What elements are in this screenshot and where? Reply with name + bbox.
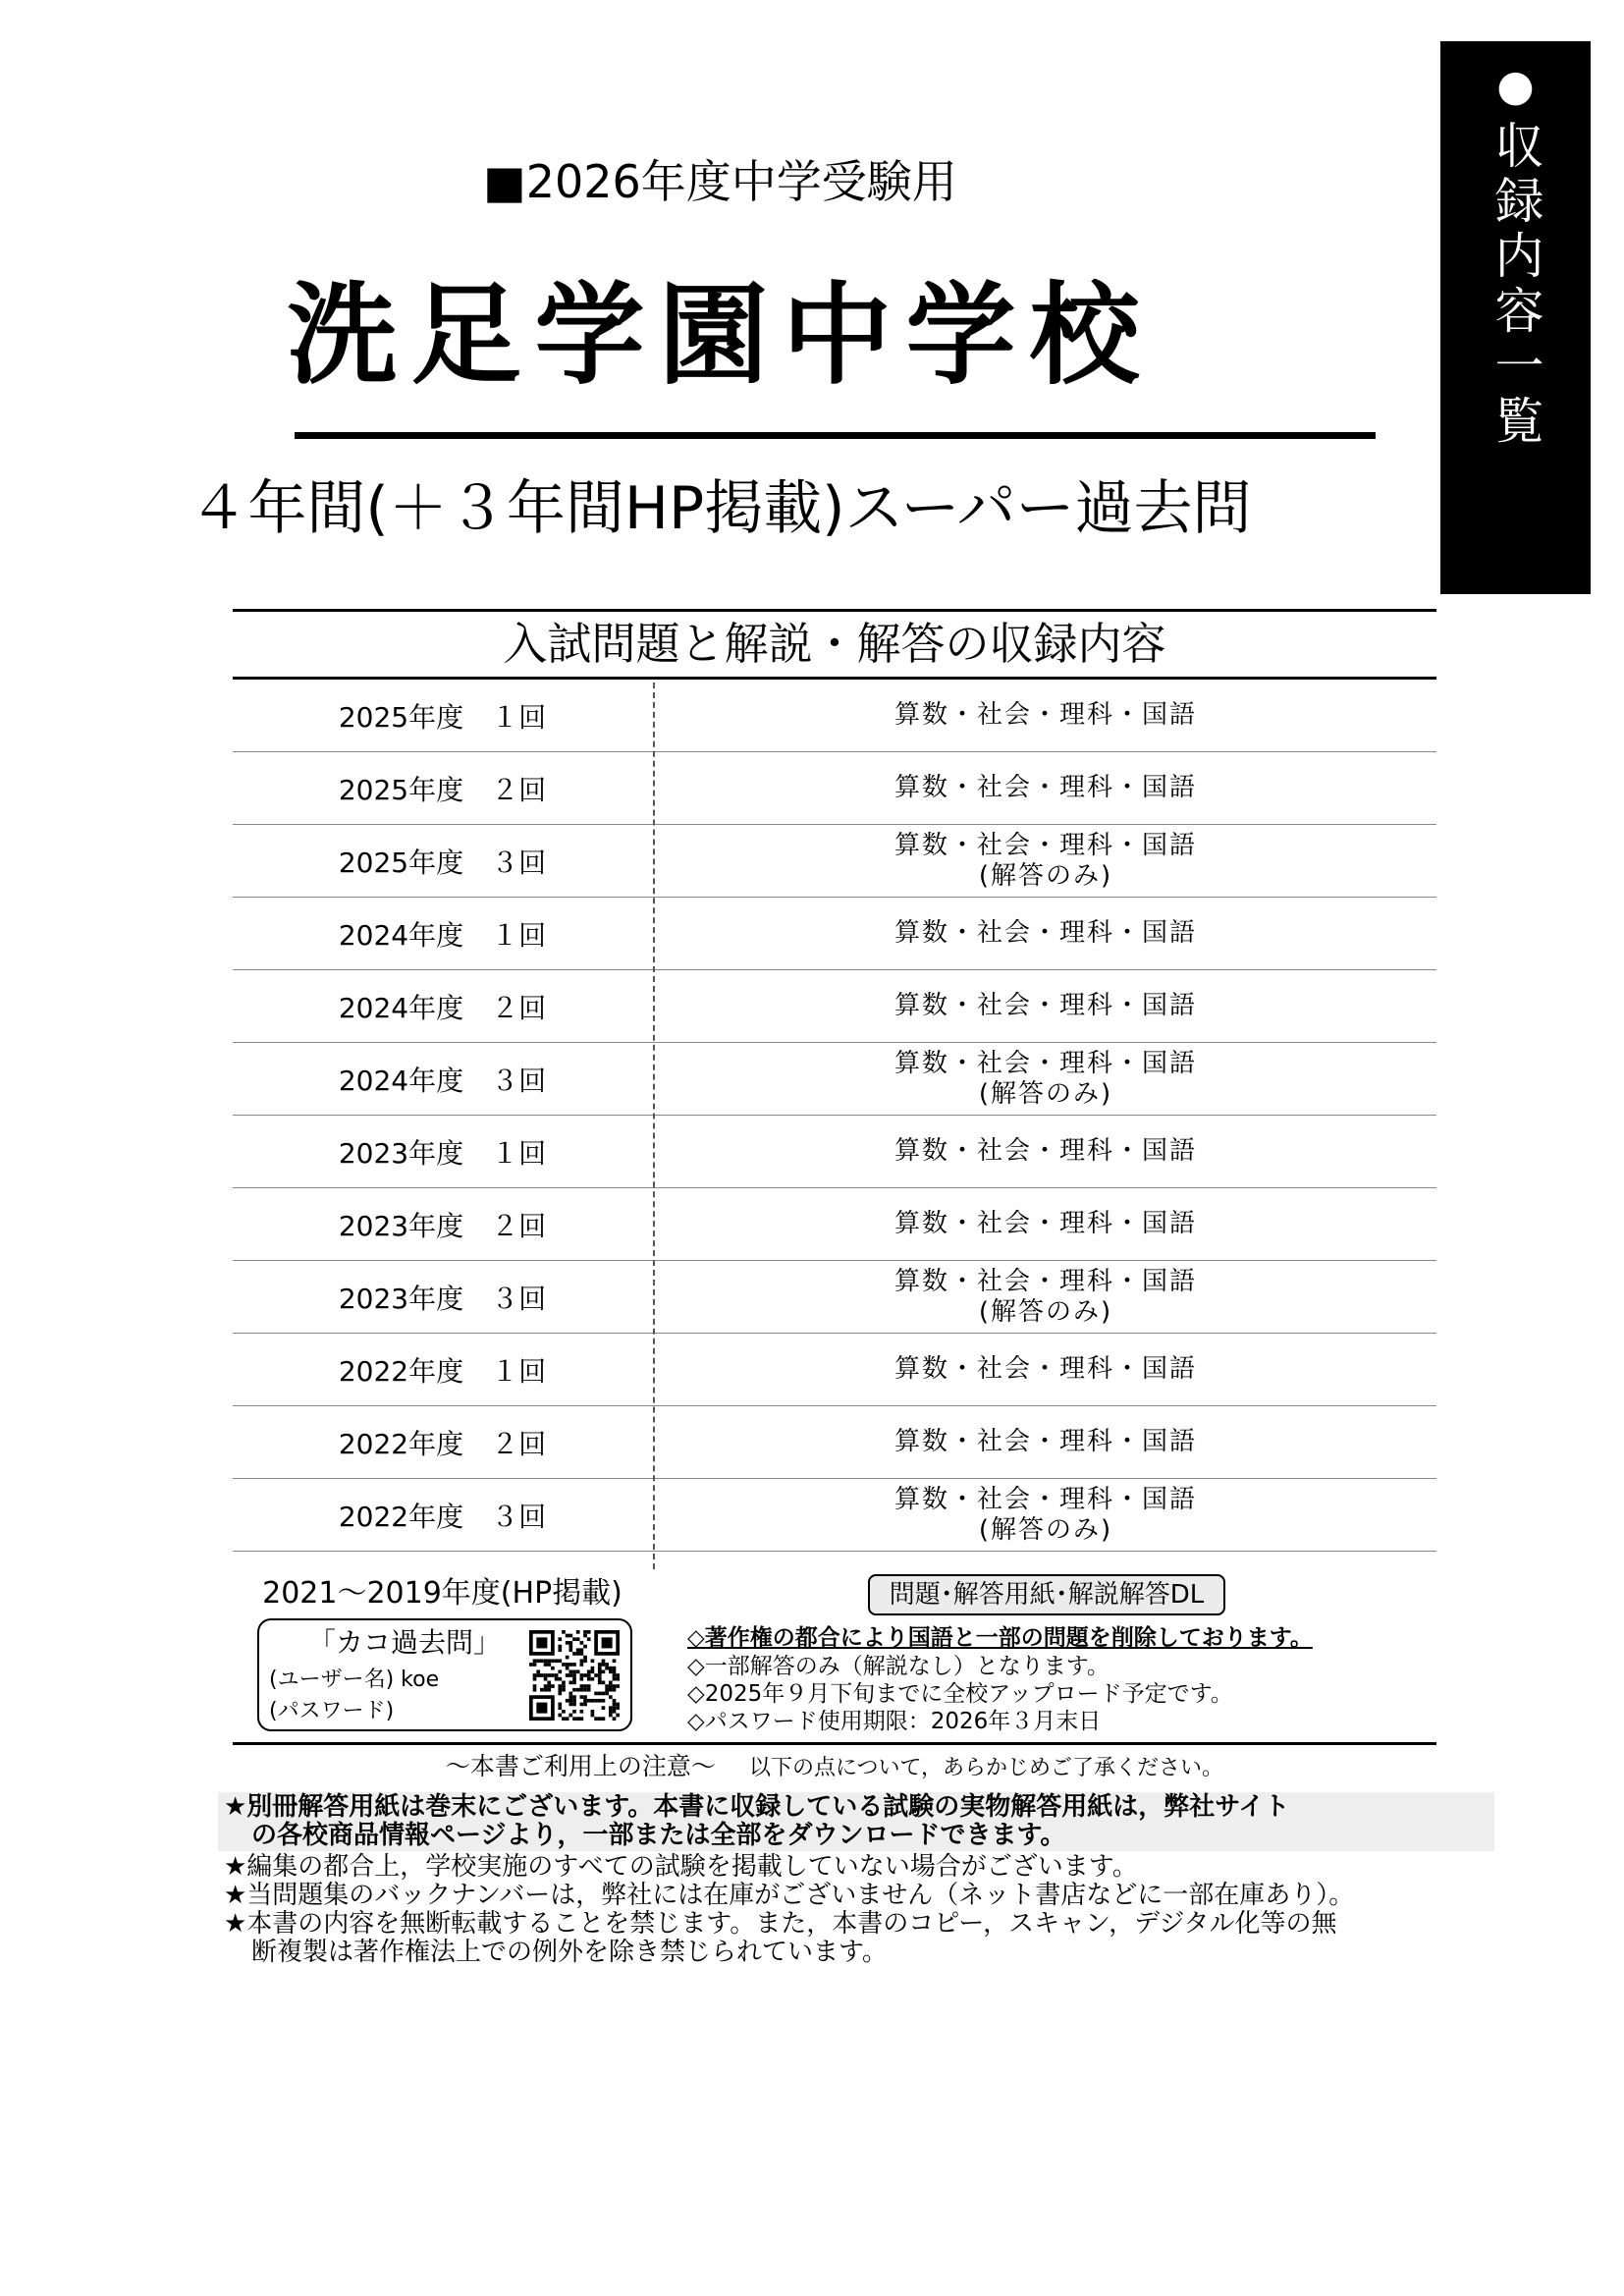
table-rows: [233, 680, 1436, 1552]
upload-schedule-note: ◇2025年９月下旬までに全校アップロード予定です。: [687, 1681, 1233, 1707]
bullet-dot: ●: [1496, 61, 1535, 111]
row-subjects: 算数・社会・理科・国語: [893, 830, 1197, 860]
kako-title: 「カコ過去問」: [308, 1626, 502, 1659]
row-note: (解答のみ): [978, 1296, 1113, 1327]
table-row: [233, 1188, 1436, 1261]
username-label: (ユーザー名) koe: [269, 1667, 440, 1692]
row-subjects-cell: [655, 1406, 1436, 1478]
row-subjects-cell: [655, 1043, 1436, 1115]
row-subjects-cell: [655, 970, 1436, 1042]
table-row: [233, 1334, 1436, 1406]
qr-code-icon[interactable]: [529, 1630, 620, 1721]
table-row: [233, 680, 1436, 752]
caution-item-backnumber: ★当問題集のバックナンバーは，弊社には在庫がございません（ネット書店などに一部在庫あり）。: [224, 1881, 1355, 1910]
table-row: [233, 898, 1436, 970]
row-note: (解答のみ): [978, 860, 1113, 891]
row-subjects: 算数・社会・理科・国語: [893, 700, 1197, 730]
row-subjects: 算数・社会・理科・国語: [893, 1427, 1197, 1456]
copyright-note: ◇著作権の都合により国語と一部の問題を削除しております。: [687, 1625, 1313, 1651]
side-tab-label: 収録内容一覧: [1487, 120, 1544, 450]
row-year: 2022年度: [338, 1427, 464, 1460]
row-year: 2023年度: [338, 1282, 464, 1315]
row-year-cell: [233, 1043, 652, 1115]
row-year: 2023年度: [338, 1136, 464, 1170]
product-subtitle: ４年間(＋３年間HP掲載)スーパー過去問: [189, 474, 1252, 543]
exam-year-label: ■2026年度中学受験用: [483, 155, 957, 208]
table-row: [233, 1479, 1436, 1552]
title-rule: [295, 432, 1376, 439]
table-row: [233, 1406, 1436, 1479]
row-subjects: 算数・社会・理科・国語: [893, 1136, 1197, 1166]
table-bottom-rule: [233, 1742, 1436, 1745]
row-subjects: 算数・社会・理科・国語: [893, 991, 1197, 1020]
row-round: １回: [491, 918, 547, 952]
row-round: ２回: [491, 991, 547, 1024]
row-subjects-cell: [655, 1188, 1436, 1260]
row-year-cell: [233, 970, 652, 1042]
row-year-cell: [233, 1188, 652, 1260]
row-year: 2022年度: [338, 1354, 464, 1388]
caution-item-editing: ★編集の都合上，学校実施のすべての試験を掲載していない場合がございます。: [224, 1852, 1138, 1882]
row-year-cell: [233, 1334, 652, 1405]
row-year: 2023年度: [338, 1209, 464, 1242]
row-subjects-cell: [655, 898, 1436, 969]
caution-item-copyright-cont: 断複製は著作権法上での例外を除き禁じられています。: [251, 1938, 888, 1967]
table-row: [233, 970, 1436, 1043]
row-round: ２回: [491, 1427, 547, 1460]
row-year: 2024年度: [338, 918, 464, 952]
row-subjects-cell: [655, 680, 1436, 751]
download-badge: 問題･解答用紙･解説解答DL: [868, 1574, 1225, 1615]
table-row: [233, 1043, 1436, 1116]
row-round: ３回: [491, 1500, 547, 1533]
row-round: １回: [491, 1136, 547, 1170]
caution-heading: [233, 1751, 1436, 1784]
caution-item-copyright: ★本書の内容を無断転載することを禁じます。また，本書のコピー，スキャン，デジタル化等の無: [224, 1909, 1337, 1939]
row-year-cell: [233, 752, 652, 824]
caution-subtitle: 以下の点について，あらかじめご了承ください。: [748, 1756, 1224, 1780]
caution-title: ～本書ご利用上の注意～: [445, 1752, 716, 1780]
row-round: ２回: [491, 1209, 547, 1242]
school-name: 洗足学園中学校: [287, 272, 1154, 400]
row-round: １回: [491, 700, 547, 734]
row-subjects-cell: [655, 1479, 1436, 1551]
row-year-cell: [233, 825, 652, 897]
table-row: [233, 1261, 1436, 1334]
column-divider: [653, 683, 655, 1569]
row-year: 2024年度: [338, 991, 464, 1024]
row-subjects: 算数・社会・理科・国語: [893, 1048, 1197, 1078]
row-subjects: 算数・社会・理科・国語: [893, 1354, 1197, 1384]
password-expiry-note: ◇パスワード使用期限：2026年３月末日: [687, 1709, 1102, 1734]
row-subjects-cell: [655, 752, 1436, 824]
kako-login-box: [257, 1618, 632, 1731]
row-subjects: 算数・社会・理科・国語: [893, 1209, 1197, 1238]
row-subjects-cell: [655, 1334, 1436, 1405]
row-note: (解答のみ): [978, 1514, 1113, 1545]
row-year: 2024年度: [338, 1064, 464, 1097]
row-subjects-cell: [655, 1261, 1436, 1333]
row-round: ２回: [491, 773, 547, 806]
row-subjects: 算数・社会・理科・国語: [893, 1484, 1197, 1514]
row-subjects-cell: [655, 1116, 1436, 1187]
side-tab: [1440, 41, 1591, 594]
caution-item-answer-sheet: ★別冊解答用紙は巻末にございます。本書に収録している試験の実物解答用紙は，弊社サイト: [224, 1792, 1290, 1822]
partial-answer-note: ◇一部解答のみ（解説なし）となります。: [687, 1654, 1110, 1679]
row-year: 2022年度: [338, 1500, 464, 1533]
row-subjects: 算数・社会・理科・国語: [893, 918, 1197, 948]
row-round: ３回: [491, 1064, 547, 1097]
row-year-cell: [233, 1261, 652, 1333]
table-row: [233, 825, 1436, 898]
row-year-cell: [233, 680, 652, 751]
row-subjects-cell: [655, 825, 1436, 897]
table-heading: 入試問題と解説・解答の収録内容: [503, 618, 1166, 670]
row-round: ３回: [491, 1282, 547, 1315]
contents-table: [233, 609, 1436, 1552]
row-year: 2025年度: [338, 846, 464, 879]
caution-item-answer-sheet-cont: の各校商品情報ページより，一部または全部をダウンロードできます。: [251, 1821, 1066, 1850]
password-label: (パスワード): [269, 1699, 395, 1723]
row-round: ３回: [491, 846, 547, 879]
row-year-cell: [233, 1116, 652, 1187]
row-subjects: 算数・社会・理科・国語: [893, 1266, 1197, 1296]
row-year-cell: [233, 1479, 652, 1551]
row-year: 2025年度: [338, 773, 464, 806]
row-subjects: 算数・社会・理科・国語: [893, 773, 1197, 802]
row-year-cell: [233, 898, 652, 969]
row-round: １回: [491, 1354, 547, 1388]
row-note: (解答のみ): [978, 1078, 1113, 1109]
table-row: [233, 1116, 1436, 1188]
table-row: [233, 752, 1436, 825]
hp-years-label: 2021～2019年度(HP掲載): [262, 1576, 623, 1611]
row-year: 2025年度: [338, 700, 464, 734]
row-year-cell: [233, 1406, 652, 1478]
